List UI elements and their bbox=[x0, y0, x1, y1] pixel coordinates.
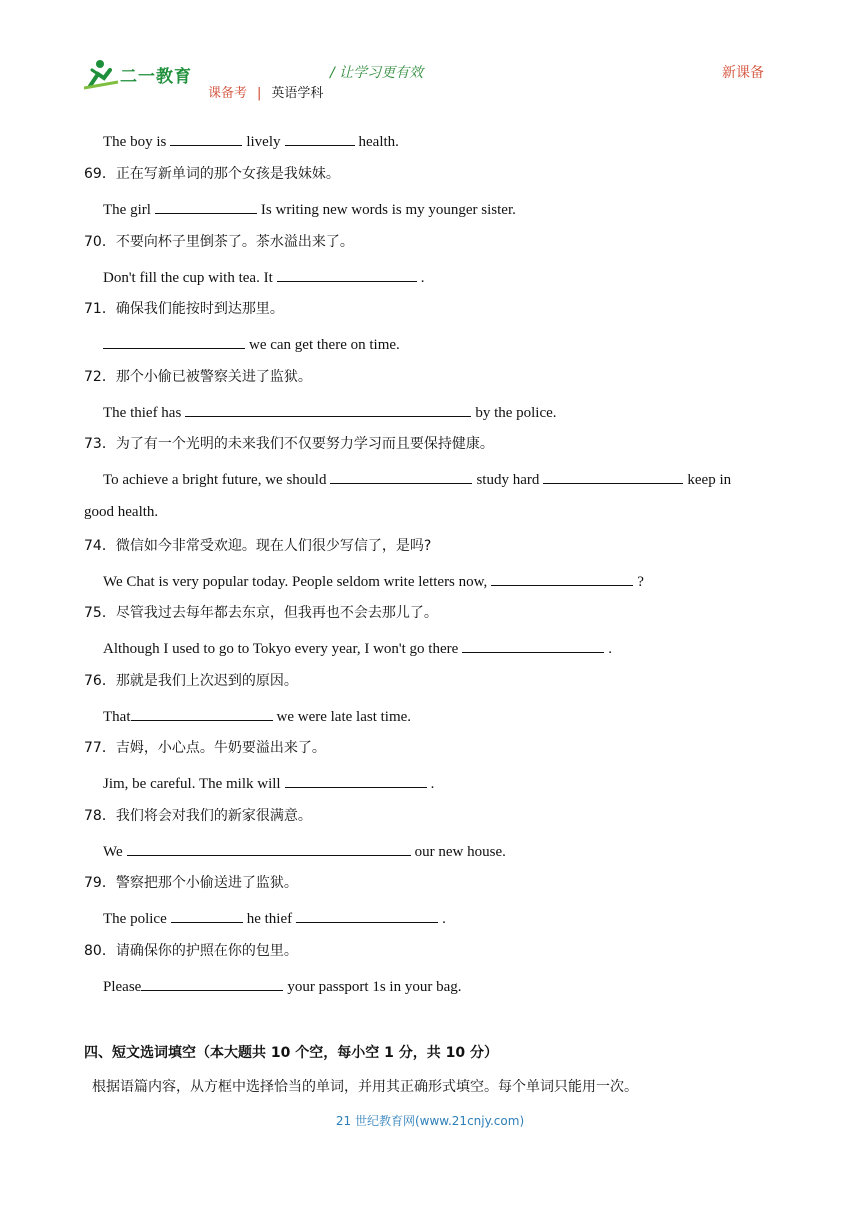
text: . bbox=[420, 270, 425, 286]
text: The police bbox=[103, 911, 167, 927]
page-header bbox=[0, 0, 860, 110]
text: study hard bbox=[476, 472, 540, 488]
answer-line-77 bbox=[103, 772, 434, 794]
answer-blank[interactable] bbox=[491, 570, 633, 586]
text: To achieve a bright future, we should bbox=[103, 472, 327, 488]
question-79: 79．警察把那个小偷送进了监狱。 bbox=[84, 875, 298, 891]
answer-blank[interactable] bbox=[171, 907, 243, 923]
question-74: 74．微信如今非常受欢迎。现在人们很少写信了，是吗? bbox=[84, 538, 432, 554]
answer-blank[interactable] bbox=[185, 401, 471, 417]
answer-line-76 bbox=[103, 705, 411, 727]
answer-blank[interactable] bbox=[285, 130, 355, 146]
text: The boy is bbox=[103, 134, 167, 150]
logo-text: 二一教育 bbox=[120, 67, 192, 87]
tagline: 新课备 bbox=[722, 65, 764, 81]
answer-line-74 bbox=[103, 570, 644, 592]
answer-blank[interactable] bbox=[462, 637, 604, 653]
answer-line-79 bbox=[103, 907, 446, 929]
answer-line-70 bbox=[103, 266, 425, 288]
subject-heading bbox=[208, 82, 323, 101]
subject-prefix: 课备考 bbox=[208, 86, 248, 101]
question-75: 75．尽管我过去每年都去东京，但我再也不会去那儿了。 bbox=[84, 605, 438, 621]
page-footer: 21 世纪教育网(www.21cnjy.com) bbox=[335, 1114, 525, 1128]
section-instruction: 根据语篇内容，从方框中选择恰当的单词，并用其正确形式填空。每个单词只能用一次。 bbox=[92, 1079, 638, 1095]
answer-line-69 bbox=[103, 198, 516, 220]
text: We Chat is very popular today. People seldom write letters now, bbox=[103, 574, 488, 590]
answer-line-80 bbox=[103, 975, 461, 997]
answer-line-73-cont: good health. bbox=[84, 504, 159, 520]
answer-blank[interactable] bbox=[330, 468, 472, 484]
answer-blank[interactable] bbox=[296, 907, 438, 923]
text: keep in bbox=[687, 472, 732, 488]
text: ? bbox=[637, 574, 644, 590]
question-70: 70．不要向杯子里倒茶了。茶水溢出来了。 bbox=[84, 234, 354, 250]
text: he thief bbox=[246, 911, 293, 927]
answer-blank[interactable] bbox=[127, 840, 411, 856]
text: your passport 1s in your bag. bbox=[287, 979, 462, 995]
answer-blank[interactable] bbox=[170, 130, 242, 146]
text: . bbox=[608, 641, 613, 657]
text: Jim, be careful. The milk will bbox=[103, 776, 281, 792]
answer-line-78 bbox=[103, 840, 506, 862]
answer-blank[interactable] bbox=[131, 705, 273, 721]
text: . bbox=[442, 911, 446, 927]
answer-line-73 bbox=[103, 468, 731, 490]
question-78: 78．我们将会对我们的新家很满意。 bbox=[84, 808, 312, 824]
answer-line-71 bbox=[103, 333, 400, 355]
text: Don't fill the cup with tea. It bbox=[103, 270, 273, 286]
text: . bbox=[430, 776, 435, 792]
text: That bbox=[103, 709, 131, 725]
subject-name: 英语学科 bbox=[271, 86, 324, 101]
answer-blank[interactable] bbox=[155, 198, 257, 214]
question-69: 69．正在写新单词的那个女孩是我妹妹。 bbox=[84, 166, 340, 182]
question-72: 72．那个小偷已被警察关进了监狱。 bbox=[84, 369, 312, 385]
text: The thief has bbox=[103, 405, 182, 421]
answer-blank[interactable] bbox=[277, 266, 417, 282]
answer-blank[interactable] bbox=[103, 333, 245, 349]
text: we can get there on time. bbox=[249, 337, 400, 353]
text: Please bbox=[103, 979, 142, 995]
text: by the police. bbox=[475, 405, 557, 421]
answer-blank[interactable] bbox=[543, 468, 683, 484]
text: The girl bbox=[103, 202, 151, 218]
divider: | bbox=[257, 86, 262, 101]
question-73: 73．为了有一个光明的未来我们不仅要努力学习而且要保持健康。 bbox=[84, 436, 494, 452]
answer-blank[interactable] bbox=[141, 975, 283, 991]
answer-line-72 bbox=[103, 401, 557, 423]
text: Although I used to go to Tokyo every year, I won't go there bbox=[103, 641, 459, 657]
question-77: 77．吉姆，小心点。牛奶要溢出来了。 bbox=[84, 740, 326, 756]
text: we were late last time. bbox=[276, 709, 412, 725]
section-title: 四、短文选词填空（本大题共 10 个空，每小空 1 分，共 10 分） bbox=[84, 1045, 498, 1061]
answer-blank[interactable] bbox=[285, 772, 427, 788]
question-80: 80．请确保你的护照在你的包里。 bbox=[84, 943, 298, 959]
text: We bbox=[103, 844, 123, 860]
text: lively bbox=[246, 134, 281, 150]
text: Is writing new words is my younger sister. bbox=[260, 202, 516, 218]
question-71: 71．确保我们能按时到达那里。 bbox=[84, 301, 284, 317]
answer-line-68 bbox=[103, 130, 399, 152]
text: health. bbox=[358, 134, 399, 150]
question-76: 76．那就是我们上次迟到的原因。 bbox=[84, 673, 298, 689]
slogan: / 让学习更有效 bbox=[330, 65, 424, 81]
text: our new house. bbox=[414, 844, 506, 860]
answer-line-75 bbox=[103, 637, 612, 659]
